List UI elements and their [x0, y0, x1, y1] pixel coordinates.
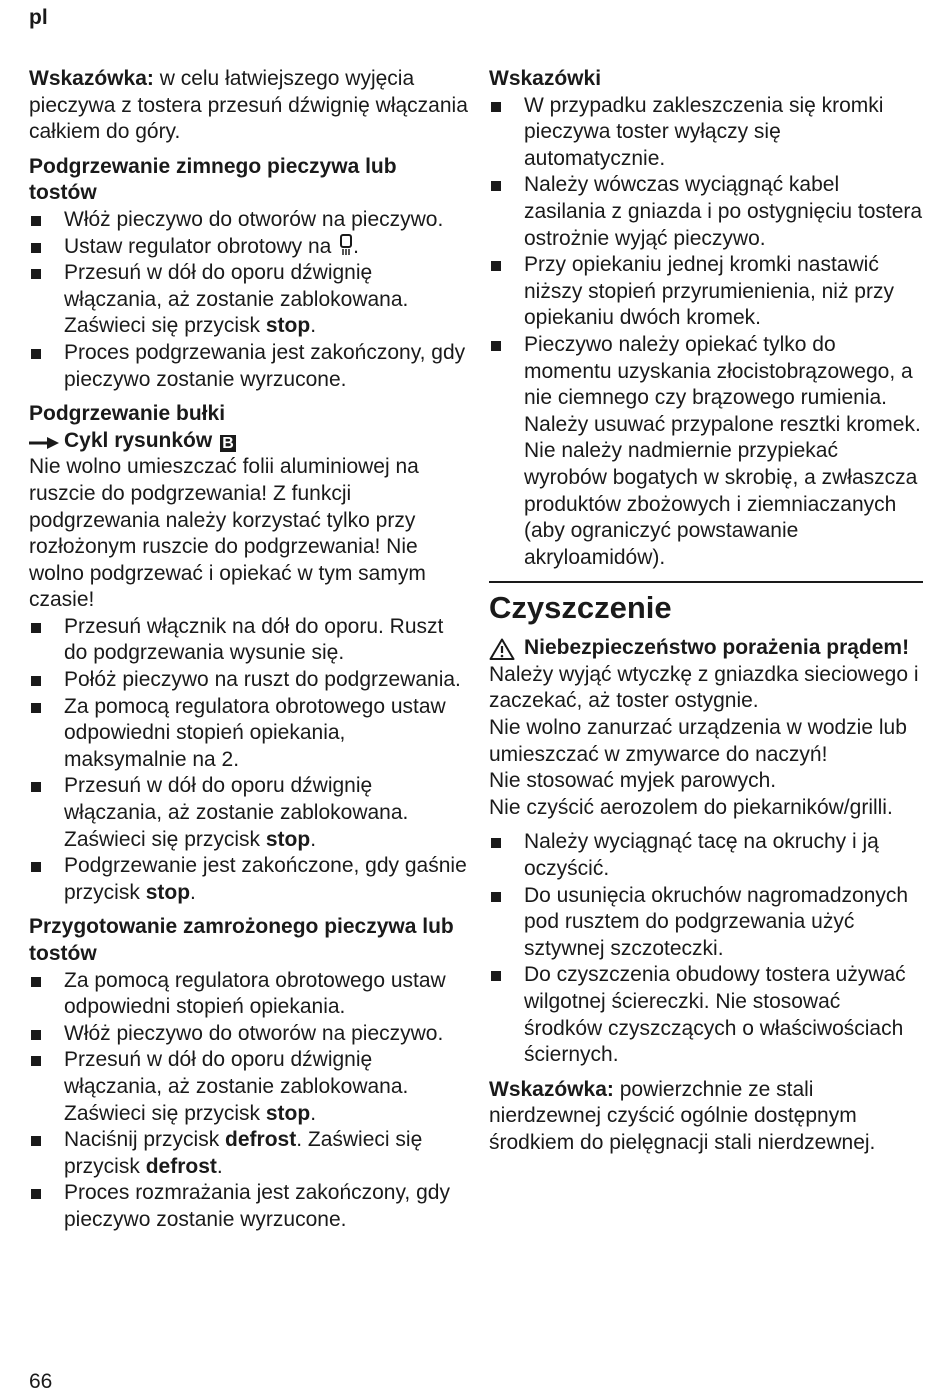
list-item: Pieczywo należy opiekać tylko do momentu uzyskania złocistobrązowego, a nie ciemnego czy brązowego rumienia. Należy usuwać przypalone resztki kromek. Nie należy nadmiernie przypiekać wyrobów bogatych w skrobię, a zwłaszcza produktów zbożowych i ziemniaczanych (aby ograniczyć powstawanie akryloamidów).	[489, 332, 923, 571]
bullet-icon	[31, 703, 41, 713]
list-item: Do czyszczenia obudowy tostera używać wilgotnej ściereczki. Nie stosować środków czyszczących o właściwościach ściernych.	[489, 962, 923, 1068]
tip-text: powierzchnie ze stali nierdzewnej czyścić ogólnie dostępnym środkiem do pielęgnacji stali nierdzewnej.	[489, 1077, 876, 1154]
list-item: Przesuń w dół do oporu dźwignię włączania, aż zostanie zablokowana. Zaświeci się przycisk stop.	[29, 773, 469, 853]
list-item: W przypadku zakleszczenia się kromki pieczywa toster wyłączy się automatycznie.	[489, 93, 923, 173]
steps-frozen	[29, 968, 469, 1234]
list-item: Należy wówczas wyciągnąć kabel zasilania z gniazda i po ostygnięciu tostera ostrożnie wyjąć pieczywo.	[489, 172, 923, 252]
arrow-right-icon	[29, 437, 59, 449]
cleaning-steps	[489, 829, 923, 1068]
list-item: Za pomocą regulatora obrotowego ustaw odpowiedni stopień opiekania, maksymalnie na 2.	[29, 694, 469, 774]
bullet-icon	[31, 862, 41, 872]
cleaning-tip-paragraph	[489, 1077, 923, 1157]
list-item: Za pomocą regulatora obrotowego ustaw odpowiedni stopień opiekania.	[29, 968, 469, 1021]
right-column	[489, 66, 923, 1157]
figure-reference: Cykl rysunków B	[29, 428, 469, 455]
bullet-icon	[31, 782, 41, 792]
list-item: Naciśnij przycisk defrost. Zaświeci się przycisk defrost.	[29, 1127, 469, 1180]
list-item: Włóż pieczywo do otworów na pieczywo.	[29, 1021, 469, 1048]
bullet-icon	[31, 1189, 41, 1199]
steps-cold-bread	[29, 207, 469, 393]
warming-symbol-icon	[339, 234, 353, 256]
bullet-icon	[31, 977, 41, 987]
section-divider	[489, 581, 923, 583]
tips-list	[489, 93, 923, 572]
bullet-icon	[491, 102, 501, 112]
language-code: pl	[29, 6, 48, 29]
list-item: Proces podgrzewania jest zakończony, gdy pieczywo zostanie wyrzucone.	[29, 340, 469, 393]
bullet-icon	[31, 216, 41, 226]
tip-text: w celu łatwiejszego wyjęcia pieczywa z tostera przesuń dźwignię włączania całkiem do góry.	[29, 67, 468, 144]
figure-letter-badge: B	[220, 435, 236, 452]
list-item: Przesuń w dół do oporu dźwignię włączania, aż zostanie zablokowana. Zaświeci się przycisk stop.	[29, 260, 469, 340]
bullet-icon	[491, 341, 501, 351]
list-item: Przesuń w dół do oporu dźwignię włączania, aż zostanie zablokowana. Zaświeci się przycisk stop.	[29, 1047, 469, 1127]
bullet-icon	[31, 1136, 41, 1146]
page-number: 66	[29, 1370, 53, 1393]
cleaning-paragraph: Nie stosować myjek parowych.	[489, 769, 777, 793]
bullet-icon	[491, 838, 501, 848]
bullet-icon	[491, 181, 501, 191]
bullet-icon	[491, 261, 501, 271]
cleaning-title: Czyszczenie	[489, 590, 672, 626]
bullet-icon	[31, 349, 41, 359]
roll-warning-paragraph: Nie wolno umieszczać folii aluminiowej na ruszcie do podgrzewania! Z funkcji podgrzewania należy korzystać tylko przy rozłożonym ruszcie do podgrzewania! Nie wolno podgrzewać i opiekać w tym samym czasie!	[29, 455, 426, 612]
list-item: Należy wyciągnąć tacę na okruchy i ją oczyścić.	[489, 829, 923, 882]
tips-heading: Wskazówki	[489, 67, 602, 90]
list-item: Podgrzewanie jest zakończone, gdy gaśnie przycisk stop.	[29, 853, 469, 906]
bullet-icon	[491, 971, 501, 981]
cleaning-paragraph: Nie czyścić aerozolem do piekarników/grilli.	[489, 795, 893, 819]
section-heading-frozen: Przygotowanie zamrożonego pieczywa lub tostów	[29, 915, 454, 965]
list-item: Do usunięcia okruchów nagromadzonych pod rusztem do podgrzewania użyć sztywnej szczoteczki.	[489, 883, 923, 963]
list-item: Przy opiekaniu jednej kromki nastawić niższy stopień przyrumienienia, niż przy opiekaniu dwóch kromek.	[489, 252, 923, 332]
section-heading-cold-bread: Podgrzewanie zimnego pieczywa lub tostów	[29, 154, 397, 205]
list-item: Ustaw regulator obrotowy na .	[29, 234, 469, 261]
cleaning-paragraph: Nie wolno zanurzać urządzenia w wodzie lub umieszczać w zmywarce do naczyń!	[489, 716, 907, 766]
list-item: Przesuń włącznik na dół do oporu. Ruszt do podgrzewania wysunie się.	[29, 614, 469, 667]
electric-shock-warning: Niebezpieczeństwo porażenia prądem!	[489, 635, 923, 662]
steps-roll	[29, 614, 469, 907]
list-item: Włóż pieczywo do otworów na pieczywo.	[29, 207, 469, 234]
bullet-icon	[31, 243, 41, 253]
section-heading-roll: Podgrzewanie bułki	[29, 402, 226, 426]
bullet-icon	[31, 1056, 41, 1066]
list-item: Połóż pieczywo na ruszt do podgrzewania.	[29, 667, 469, 694]
bullet-icon	[31, 269, 41, 279]
left-column	[29, 66, 469, 1234]
tip-label: Wskazówka:	[489, 1077, 614, 1101]
bullet-icon	[31, 1030, 41, 1040]
bullet-icon	[491, 892, 501, 902]
tip-label: Wskazówka:	[29, 67, 154, 90]
warning-triangle-icon	[489, 638, 515, 660]
tip-paragraph	[29, 66, 469, 146]
cleaning-paragraph: Należy wyjąć wtyczkę z gniazdka sieciowego i zaczekać, aż toster ostygnie.	[489, 662, 919, 713]
bullet-icon	[31, 676, 41, 686]
list-item: Proces rozmrażania jest zakończony, gdy pieczywo zostanie wyrzucone.	[29, 1180, 469, 1233]
bullet-icon	[31, 623, 41, 633]
